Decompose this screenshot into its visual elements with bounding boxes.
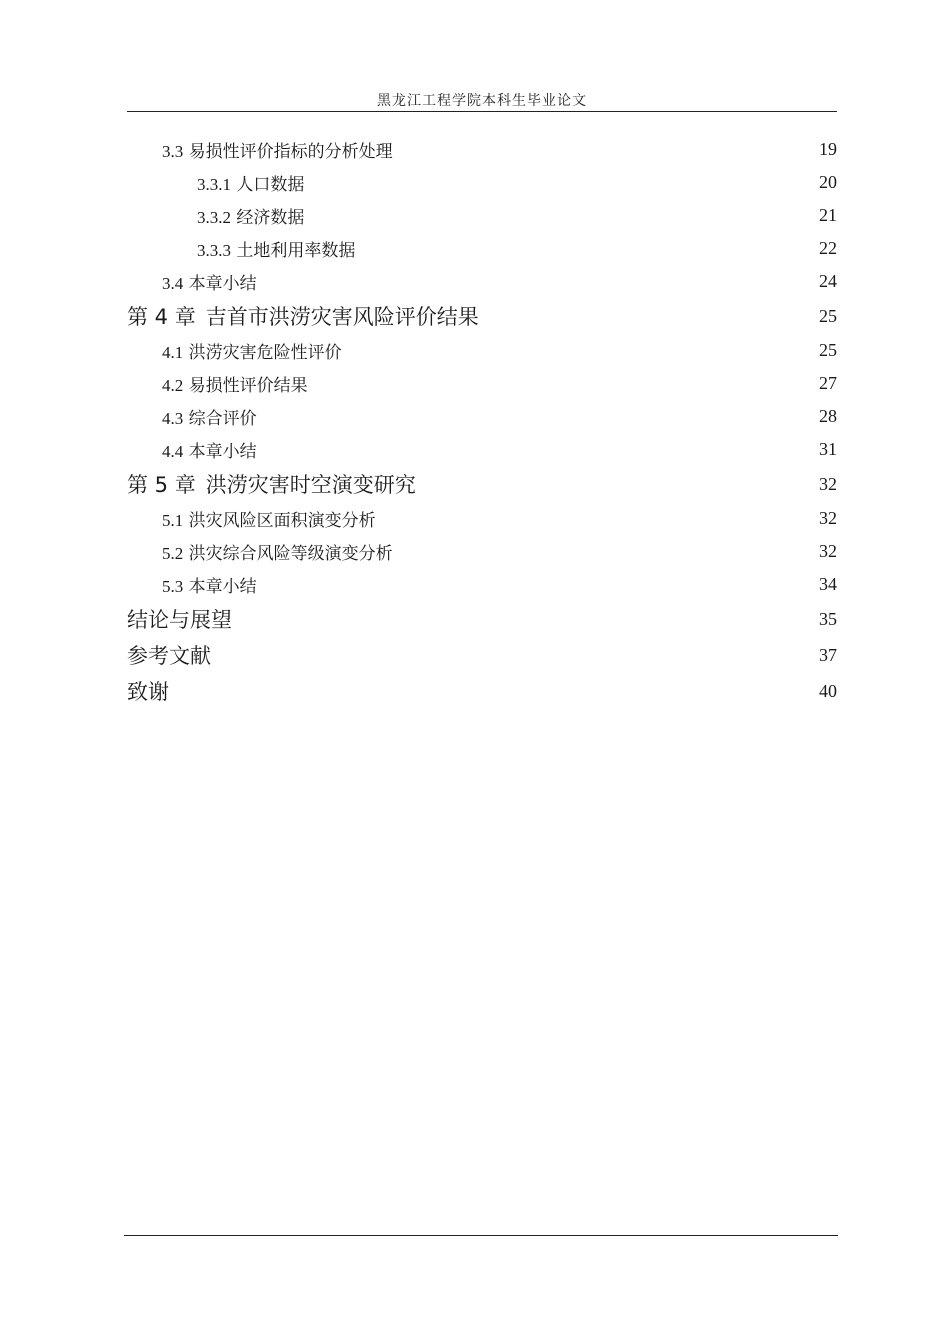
toc-entry-page-number: 32 [819,508,837,528]
toc-entry-page-number: 27 [819,373,837,393]
toc-entry-number: 5.3 [162,577,184,596]
toc-entry[interactable] [127,502,837,535]
toc-entry-number: 4.3 [162,409,184,428]
toc-entry-heading [127,640,211,670]
toc-entry-page-number: 28 [819,406,837,426]
toc-entry-title: 综合评价 [188,409,257,429]
toc-entry-heading [162,437,257,462]
toc-entry-heading [127,676,169,706]
toc-entry-heading [162,539,393,564]
table-of-contents [127,133,837,709]
toc-entry[interactable] [127,400,837,433]
toc-entry[interactable] [127,466,837,502]
toc-entry-title: 本章小结 [188,274,257,294]
toc-entry[interactable] [127,568,837,601]
toc-entry-number: 第 5 章 [127,473,196,497]
toc-entry-number: 5.1 [162,511,184,530]
toc-entry-page-number: 19 [819,139,837,159]
toc-entry-number: 第 4 章 [127,305,196,329]
toc-entry-title: 洪涝灾害危险性评价 [188,343,342,363]
toc-entry-title: 本章小结 [188,577,257,597]
toc-entry-heading [162,371,308,396]
toc-entry-heading [162,404,257,429]
toc-entry-title: 本章小结 [188,442,257,462]
toc-entry-heading [127,604,232,634]
footer-divider [124,1235,838,1236]
toc-entry-page-number: 21 [819,205,837,225]
toc-entry[interactable] [127,166,837,199]
toc-entry-title: 易损性评价指标的分析处理 [188,142,393,162]
toc-entry-heading [197,170,304,195]
toc-entry-title: 洪灾风险区面积演变分析 [188,511,376,531]
toc-entry[interactable] [127,367,837,400]
toc-entry-title: 吉首市洪涝灾害风险评价结果 [205,305,479,329]
toc-entry-page-number: 31 [819,439,837,459]
toc-entry-number: 4.4 [162,442,184,461]
toc-entry-title: 洪灾综合风险等级演变分析 [188,544,393,564]
toc-entry[interactable] [127,433,837,466]
toc-entry[interactable] [127,232,837,265]
page-header-title: 黑龙江工程学院本科生毕业论文 [377,93,587,109]
toc-entry-number: 3.4 [162,274,184,293]
toc-entry-heading [162,572,257,597]
toc-entry-page-number: 22 [819,238,837,258]
toc-entry[interactable] [127,334,837,367]
toc-entry-heading [197,236,355,261]
toc-entry[interactable] [127,601,837,637]
toc-entry-page-number: 35 [819,608,837,629]
toc-entry-heading [127,301,479,331]
toc-entry-heading [162,137,393,162]
toc-entry-title: 人口数据 [236,175,305,195]
toc-entry-number: 3.3.3 [197,241,231,260]
toc-entry[interactable] [127,298,837,334]
toc-entry-title: 结论与展望 [127,608,232,632]
toc-entry-heading [127,469,416,499]
toc-entry-title: 土地利用率数据 [236,241,356,261]
toc-entry[interactable] [127,199,837,232]
toc-entry-title: 经济数据 [236,208,305,228]
toc-entry-number: 3.3 [162,142,184,161]
toc-entry-page-number: 20 [819,172,837,192]
toc-entry-heading [197,203,304,228]
toc-entry-title: 参考文献 [127,644,211,668]
toc-entry-number: 3.3.2 [197,208,231,227]
header-divider [127,111,837,112]
toc-entry-number: 4.1 [162,343,184,362]
toc-entry-number: 3.3.1 [197,175,231,194]
toc-entry-page-number: 40 [819,680,837,701]
toc-entry-page-number: 34 [819,574,837,594]
toc-entry[interactable] [127,673,837,709]
toc-entry-heading [162,269,257,294]
toc-entry-title: 洪涝灾害时空演变研究 [205,473,416,497]
toc-entry[interactable] [127,637,837,673]
toc-entry-number: 4.2 [162,376,184,395]
toc-entry[interactable] [127,133,837,166]
toc-entry-page-number: 25 [819,340,837,360]
toc-entry-title: 易损性评价结果 [188,376,308,396]
toc-entry-page-number: 32 [819,473,837,494]
toc-entry-page-number: 25 [819,305,837,326]
toc-entry-heading [162,338,342,363]
toc-entry[interactable] [127,535,837,568]
toc-entry[interactable] [127,265,837,298]
toc-entry-title: 致谢 [127,680,169,704]
toc-entry-page-number: 37 [819,644,837,665]
toc-entry-heading [162,506,376,531]
toc-entry-page-number: 24 [819,271,837,291]
toc-entry-page-number: 32 [819,541,837,561]
toc-entry-number: 5.2 [162,544,184,563]
